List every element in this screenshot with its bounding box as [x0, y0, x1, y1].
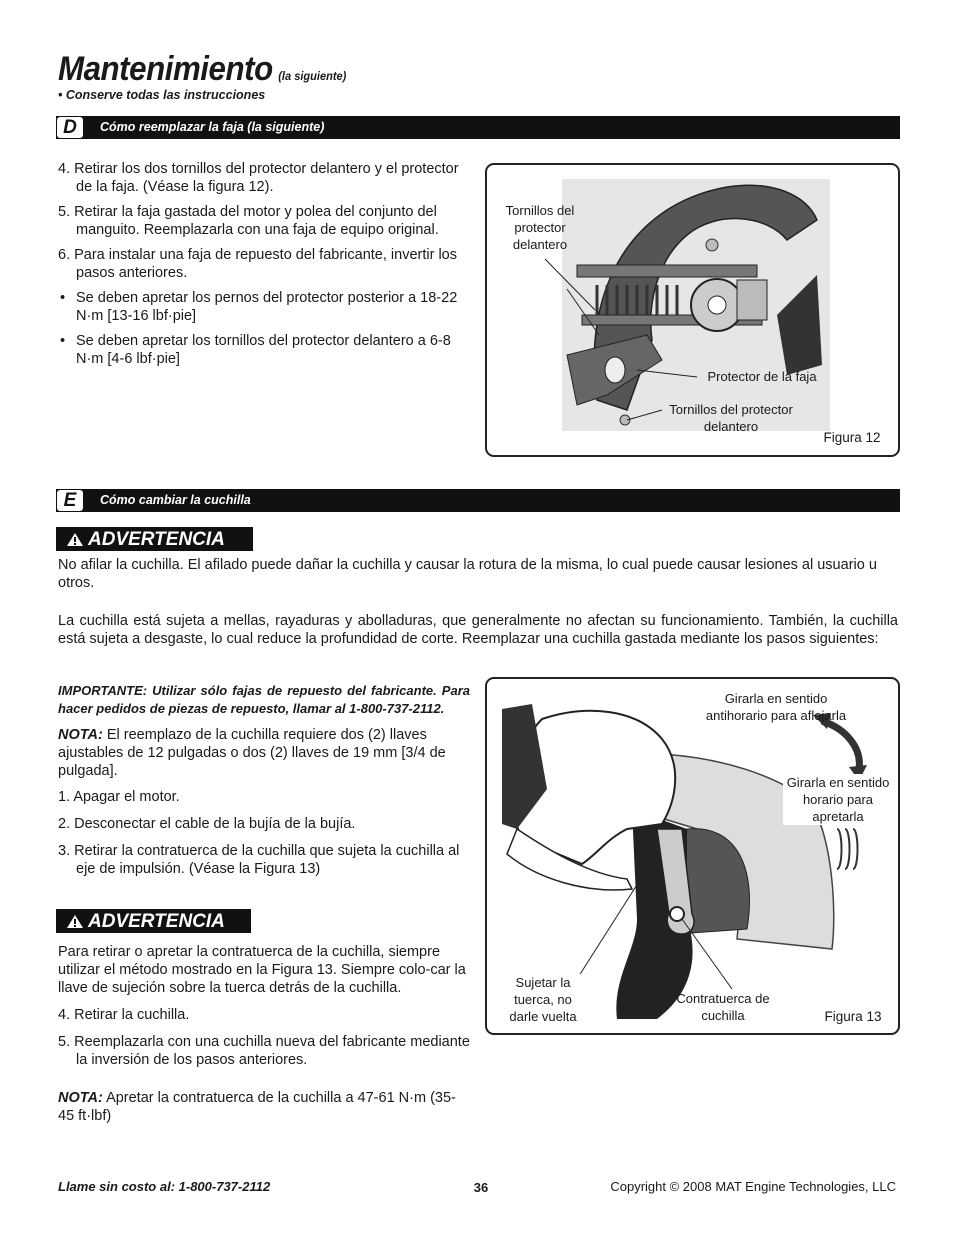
warning-1-text: No afilar la cuchilla. El afilado puede dañar la cuchilla y causar la rotura de la misma, lo cual puede causar lesiones al usuario u otros. — [58, 557, 877, 591]
bullet-item — [58, 289, 470, 325]
label-counterclockwise: Girarla en sentido antihorario para aflojarla — [705, 691, 847, 723]
page-number: 36 — [473, 1180, 489, 1195]
bullet-item — [58, 332, 470, 368]
label-front-guard-screws-bottom: Tornillos del protector delantero — [669, 402, 793, 434]
figure-13 — [485, 677, 900, 1035]
bullet-text: Se deben apretar los tornillos del protector delantero a 6-8 N·m [4-6 lbf·pie] — [76, 333, 451, 367]
nota-1 — [58, 726, 470, 780]
label-hold-nut: Sujetar la tuerca, no darle vuelta — [499, 974, 587, 1025]
section-e-left-column — [58, 682, 470, 878]
bullet-text: Se deben apretar los pernos del protector posterior a 18-22 N·m [13-16 lbf·pie] — [76, 290, 458, 324]
step-6: 6. Para instalar una faja de repuesto del fabricante, invertir los pasos anteriores. — [58, 247, 457, 281]
warning-icon — [66, 914, 84, 929]
warning-2-text: Para retirar o apretar la contratuerca de la cuchilla, siempre utilizar el método mostrado en la Figura 13. Siempre colo-car la llave de sujeción sobre la tuerca detrás de la cuchilla. — [58, 944, 466, 996]
label-blade-locknut: Contratuerca de cuchilla — [676, 991, 770, 1023]
important-note: IMPORTANTE: Utilizar sólo fajas de repuesto del fabricante. Para hacer pedidos de piezas de repuesto, llamar al 1-800-737-2112. — [58, 683, 470, 716]
step-2: 2. Desconectar el cable de la bujía de la bujía. — [58, 816, 356, 832]
section-e-letter: E — [56, 489, 84, 512]
figure-13-caption: Figura 13 — [824, 1009, 882, 1024]
figure-12-caption: Figura 12 — [823, 430, 881, 445]
step-5-blade: 5. Reemplazarla con una cuchilla nueva del fabricante mediante la inversión de los pasos anteriores. — [58, 1034, 470, 1068]
nota-1-text: El reemplazo de la cuchilla requiere dos (2) llaves ajustables de 12 pulgadas o dos (2) llaves de 19 mm [3/4 de pulgada]. — [58, 727, 446, 779]
bullet-mark: • — [60, 333, 66, 349]
section-d-letter: D — [56, 116, 84, 139]
warning-2-title: ADVERTENCIA — [88, 911, 225, 932]
step-4-blade: 4. Retirar la cuchilla. — [58, 1007, 190, 1023]
label-front-guard-screws-top: Tornillos del protector delantero — [505, 203, 575, 252]
footer-phone: Llame sin costo al: 1-800-737-2112 — [58, 1179, 271, 1194]
step-4: 4. Retirar los dos tornillos del protector delantero y el protector de la faja. (Véase la figura 12). — [58, 161, 459, 195]
step-1: 1. Apagar el motor. — [58, 789, 180, 805]
nota-2-text: Apretar la contratuerca de la cuchilla a 47-61 N·m (35-45 ft·lbf) — [58, 1090, 456, 1124]
section-e-header — [56, 489, 900, 512]
nota-1-label: NOTA: — [58, 727, 103, 743]
bullet-mark: • — [60, 290, 66, 306]
section-d-header — [56, 116, 900, 139]
section-e-label: Cómo cambiar la cuchilla — [100, 493, 251, 507]
warning-1-title: ADVERTENCIA — [88, 529, 225, 550]
blade-intro-paragraph: La cuchilla está sujeta a mellas, rayaduras y abolladuras, que generalmente no afectan su funcionamiento. También, la cuchilla está sujeta a desgaste, lo cual reduce la profundidad de corte. Reemplazar una cuchilla gastada mediante los pasos siguientes: — [58, 613, 898, 647]
label-belt-guard: Protector de la faja — [707, 369, 817, 384]
warning-banner-2 — [56, 909, 251, 933]
section-d-body — [58, 160, 470, 368]
nota-2-label: NOTA: — [58, 1090, 103, 1106]
page-subtitle: • Conserve todas las instrucciones — [58, 88, 266, 102]
step-5: 5. Retirar la faja gastada del motor y polea del conjunto del manguito. Reemplazarla con una faja de equipo original. — [58, 204, 439, 238]
step-3: 3. Retirar la contratuerca de la cuchilla que sujeta la cuchilla al eje de impulsión. (Véase la Figura 13) — [58, 843, 460, 877]
figure-12 — [485, 163, 900, 457]
warning-icon — [66, 532, 84, 547]
section-d-label: Cómo reemplazar la faja (la siguiente) — [100, 120, 325, 134]
label-clockwise: Girarla en sentido horario para apretarla — [783, 774, 893, 825]
page-title: Mantenimiento (la siguiente) — [58, 50, 347, 88]
nota-2 — [58, 1089, 470, 1125]
warning-banner-1 — [56, 527, 253, 551]
page-title-suffix: (la siguiente) — [278, 69, 347, 83]
section-e-left-column-2 — [58, 943, 470, 1069]
footer-copyright: Copyright © 2008 MAT Engine Technologies, LLC — [610, 1179, 896, 1194]
